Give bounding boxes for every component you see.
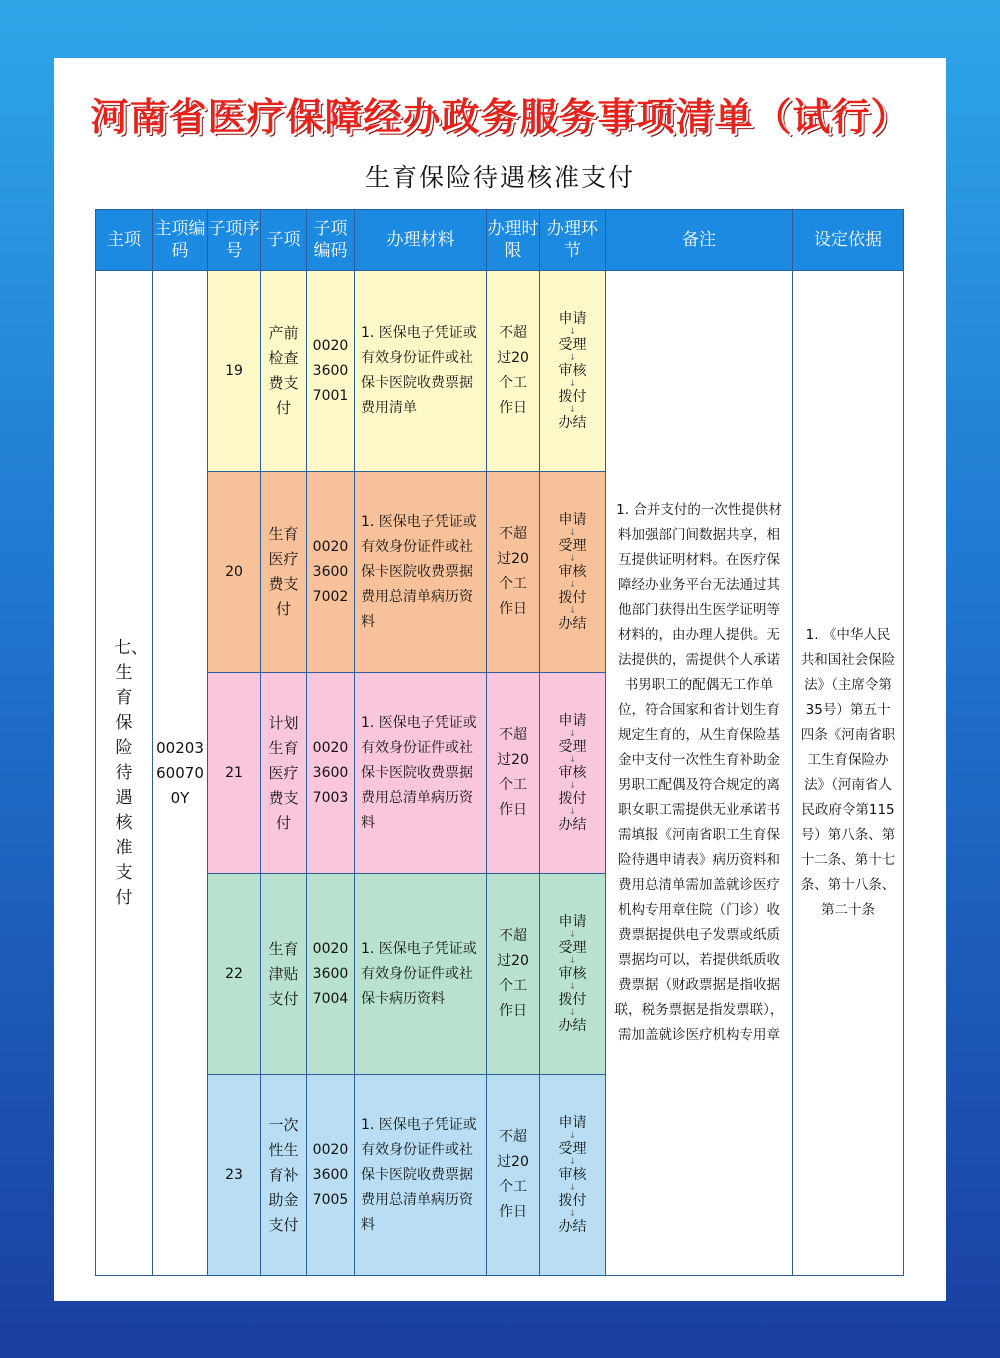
process-step: 申请 (558, 713, 587, 729)
header-sub-no: 子项序号 (208, 210, 261, 271)
process-cell (540, 1075, 606, 1276)
notes-cell: 1. 合并支付的一次性提供材料加强部门间数据共享，相互提供证明材料。在医疗保障经办业务平台无法通过其他部门获得出生医学证明等材料的，由办理人提供。无法提供的，需提供个人承诺书男职工的配偶无工作单位，符合国家和省计划生育规定生育的，从生育保险基金中支付一次性生育补助金男职工配偶及符合规定的离职女职工需提供无业承诺书需填报《河南省职工生育保险待遇申请表》病历资料和费用总清单需加盖就诊医疗机构专用章住院（门诊）收费票据提供电子发票或纸质票据均可以，若提供纸质收费票据（财政票据是指收据联，税务票据是指发票联），需加盖就诊医疗机构专用章 (606, 271, 793, 1276)
sub-name-cell (261, 673, 307, 874)
arrow-down-icon: ↓ (568, 1131, 577, 1141)
sub-code-text: 0020 3600 7003 (312, 739, 349, 806)
sub-name-text: 产前检查费支付 (268, 324, 299, 417)
arrow-down-icon: ↓ (568, 580, 577, 590)
process-cell (540, 271, 606, 472)
main-code-cell (153, 271, 208, 1276)
sub-code-text: 0020 3600 7004 (312, 940, 349, 1007)
process-cell (540, 472, 606, 673)
arrow-down-icon: ↓ (568, 379, 577, 389)
process-step: 拨付 (558, 992, 587, 1008)
main-code-text: 0020360070 0Y (156, 738, 204, 807)
time-limit-text: 不超过20个工作日 (497, 1129, 529, 1220)
time-limit-cell (487, 271, 540, 472)
process-flow (540, 712, 605, 834)
sub-name-cell (261, 271, 307, 472)
process-step: 申请 (558, 311, 587, 327)
materials-cell: 1. 医保电子凭证或有效身份证件或社保卡医院收费票据费用总清单病历资料 (355, 673, 487, 874)
process-step: 办结 (558, 1018, 587, 1034)
main-item-cell (96, 271, 153, 1276)
sub-no-cell: 19 (208, 271, 261, 472)
time-limit-cell (487, 1075, 540, 1276)
sub-name-cell (261, 472, 307, 673)
sub-name-text: 生育津贴支付 (268, 939, 299, 1008)
service-items-table (95, 209, 904, 1276)
process-step: 拨付 (558, 1193, 587, 1209)
arrow-down-icon: ↓ (568, 327, 577, 337)
sub-name-cell (261, 874, 307, 1075)
time-limit-cell (487, 472, 540, 673)
process-step: 审核 (558, 966, 587, 982)
process-step: 拨付 (558, 389, 587, 405)
arrow-down-icon: ↓ (568, 606, 577, 616)
process-flow (540, 310, 605, 432)
time-limit-text: 不超过20个工作日 (497, 526, 529, 617)
sub-code-text: 0020 3600 7001 (312, 337, 349, 404)
materials-cell: 1. 医保电子凭证或有效身份证件或社保卡医院收费票据费用总清单病历资料 (355, 1075, 487, 1276)
arrow-down-icon: ↓ (568, 930, 577, 940)
arrow-down-icon: ↓ (568, 1008, 577, 1018)
process-step: 申请 (558, 512, 587, 528)
sub-code-cell (307, 1075, 355, 1276)
process-step: 申请 (558, 1115, 587, 1131)
header-materials: 办理材料 (355, 210, 487, 271)
sub-no-cell: 22 (208, 874, 261, 1075)
sub-code-cell (307, 673, 355, 874)
content-panel (54, 58, 946, 1301)
arrow-down-icon: ↓ (568, 353, 577, 363)
arrow-down-icon: ↓ (568, 755, 577, 765)
header-main-item: 主项 (96, 210, 153, 271)
process-step: 拨付 (558, 590, 587, 606)
time-limit-text: 不超过20个工作日 (497, 928, 529, 1019)
time-limit-text: 不超过20个工作日 (497, 727, 529, 818)
arrow-down-icon: ↓ (568, 729, 577, 739)
sub-code-cell (307, 271, 355, 472)
sub-code-cell (307, 472, 355, 673)
sub-no-cell: 20 (208, 472, 261, 673)
basis-cell: 1. 《中华人民共和国社会保险法》（主席令第35号）第五十四条《河南省职工生育保险办法》（河南省人民政府令第115号）第八条、第十二条、第十七条、第十八条、第二十条 (793, 271, 904, 1276)
materials-cell: 1. 医保电子凭证或有效身份证件或社保卡医院收费票据费用清单 (355, 271, 487, 472)
header-basis: 设定依据 (793, 210, 904, 271)
process-step: 受理 (558, 739, 587, 755)
materials-cell: 1. 医保电子凭证或有效身份证件或社保卡病历资料 (355, 874, 487, 1075)
header-sub-code: 子项编码 (307, 210, 355, 271)
process-cell (540, 874, 606, 1075)
process-step: 受理 (558, 1141, 587, 1157)
main-item-text: 七、生育保险待遇核准支付 (114, 637, 148, 908)
sub-code-text: 0020 3600 7002 (312, 538, 349, 605)
arrow-down-icon: ↓ (568, 554, 577, 564)
time-limit-cell (487, 874, 540, 1075)
process-step: 审核 (558, 564, 587, 580)
materials-cell: 1. 医保电子凭证或有效身份证件或社保卡医院收费票据费用总清单病历资料 (355, 472, 487, 673)
arrow-down-icon: ↓ (568, 956, 577, 966)
process-step: 申请 (558, 914, 587, 930)
process-cell (540, 673, 606, 874)
arrow-down-icon: ↓ (568, 781, 577, 791)
arrow-down-icon: ↓ (568, 1183, 577, 1193)
arrow-down-icon: ↓ (568, 1209, 577, 1219)
sub-code-cell (307, 874, 355, 1075)
arrow-down-icon: ↓ (568, 1157, 577, 1167)
process-step: 受理 (558, 538, 587, 554)
arrow-down-icon: ↓ (568, 528, 577, 538)
header-process: 办理环节 (540, 210, 606, 271)
process-step: 受理 (558, 940, 587, 956)
arrow-down-icon: ↓ (568, 405, 577, 415)
arrow-down-icon: ↓ (568, 982, 577, 992)
process-step: 办结 (558, 817, 587, 833)
header-main-code: 主项编码 (153, 210, 208, 271)
sub-name-text: 一次性生育补助金支付 (268, 1115, 299, 1234)
time-limit-text: 不超过20个工作日 (497, 325, 529, 416)
sub-name-cell (261, 1075, 307, 1276)
process-flow (540, 913, 605, 1035)
header-notes: 备注 (606, 210, 793, 271)
process-step: 审核 (558, 363, 587, 379)
process-step: 拨付 (558, 791, 587, 807)
sub-name-text: 生育医疗费支付 (268, 525, 299, 618)
sub-name-text: 计划生育医疗费支付 (268, 713, 299, 832)
header-sub-item: 子项 (261, 210, 307, 271)
process-step: 办结 (558, 1219, 587, 1235)
header-time-limit: 办理时限 (487, 210, 540, 271)
process-step: 办结 (558, 616, 587, 632)
process-step: 办结 (558, 415, 587, 431)
process-flow (540, 511, 605, 633)
time-limit-cell (487, 673, 540, 874)
process-step: 受理 (558, 337, 587, 353)
process-step: 审核 (558, 765, 587, 781)
sub-no-cell: 21 (208, 673, 261, 874)
process-flow (540, 1114, 605, 1236)
page-subtitle: 生育保险待遇核准支付 (364, 163, 635, 192)
sub-code-text: 0020 3600 7005 (312, 1141, 349, 1208)
page-title: 河南省医疗保障经办政务服务事项清单（试行） (90, 94, 910, 139)
sub-no-cell: 23 (208, 1075, 261, 1276)
process-step: 审核 (558, 1167, 587, 1183)
table-header-row (96, 210, 904, 271)
table-row (96, 271, 904, 472)
arrow-down-icon: ↓ (568, 807, 577, 817)
